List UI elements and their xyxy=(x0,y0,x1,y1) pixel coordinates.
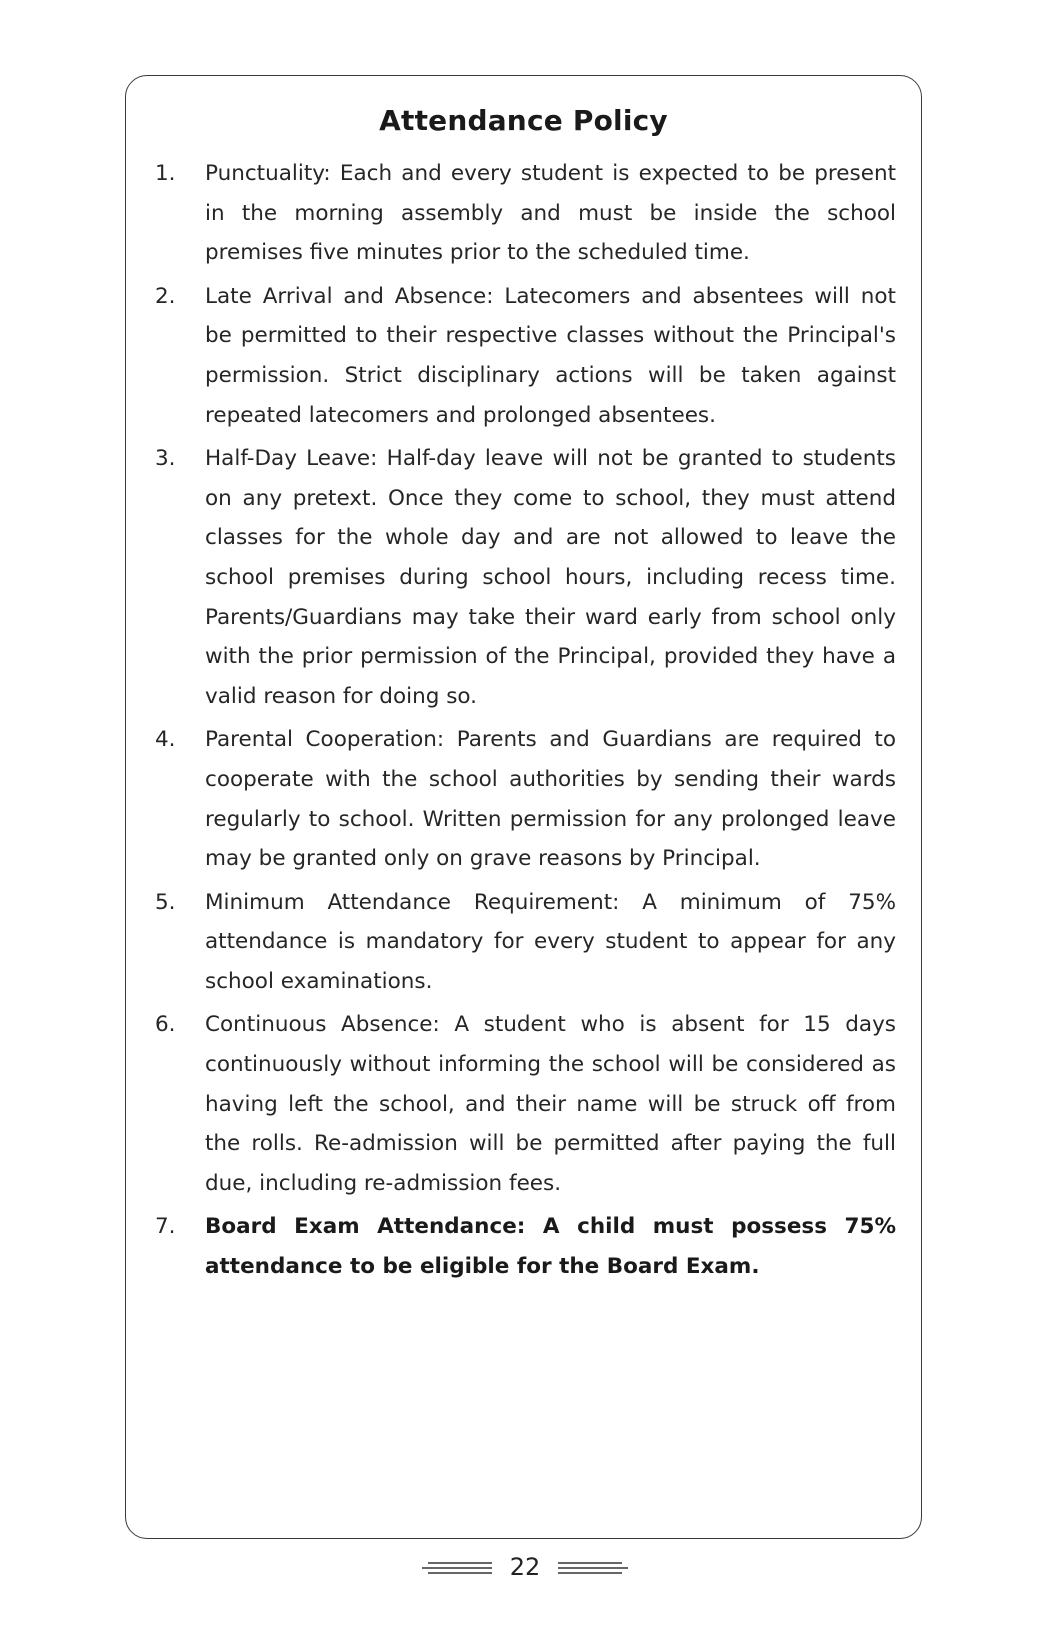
policy-item-continuous-absence xyxy=(155,1005,896,1203)
policy-list xyxy=(155,154,896,1291)
page-number: 22 xyxy=(509,1553,541,1581)
page-footer xyxy=(0,1549,1050,1591)
item-text: Half-Day Leave: Half-day leave will not be granted to students on any pretext. Once they come to school, they must attend classes for the whole day and are not allowed to leave the school premises during school hours, including recess time. Parents/Guardians may take their ward early from school only with the prior permission of the Principal, provided they have a valid reason for doing so. xyxy=(205,446,896,709)
policy-item-board-exam xyxy=(155,1207,896,1286)
item-number: 5. xyxy=(155,889,176,915)
policy-item-parental-cooperation xyxy=(155,720,896,878)
item-text: Late Arrival and Absence: Latecomers and absentees will not be permitted to their respective classes without the Principal's permission. Strict disciplinary actions will be taken against repeated latecomers and prolonged absentees. xyxy=(205,283,896,428)
item-text: Minimum Attendance Requirement: A minimum of 75% attendance is mandatory for every student to appear for any school examinations. xyxy=(205,889,896,994)
item-text: Board Exam Attendance: A child must possess 75% attendance to be eligible for the Board Exam. xyxy=(205,1214,896,1280)
item-text: Punctuality: Each and every student is expected to be present in the morning assembly and must be inside the school premises five minutes prior to the scheduled time. xyxy=(205,161,896,266)
policy-item-late-arrival xyxy=(155,277,896,435)
item-number: 2. xyxy=(155,283,176,309)
item-number: 4. xyxy=(155,727,176,753)
policy-item-half-day-leave xyxy=(155,439,896,716)
footer-rule-left-icon xyxy=(422,1561,492,1575)
item-text: Parental Cooperation: Parents and Guardians are required to cooperate with the school authorities by sending their wards regularly to school. Written permission for any prolonged leave may be granted only on grave reasons by Principal. xyxy=(205,727,896,872)
policy-item-minimum-attendance xyxy=(155,883,896,1002)
policy-item-punctuality xyxy=(155,154,896,273)
item-number: 3. xyxy=(155,446,176,472)
item-text: Continuous Absence: A student who is absent for 15 days continuously without informing the school will be considered as having left the school, and their name will be struck off from the rolls. Re-admission will be permitted after paying the full due, including re-admission fees. xyxy=(205,1012,896,1196)
item-number: 7. xyxy=(155,1214,176,1240)
footer-rule-right-icon xyxy=(558,1561,628,1575)
item-number: 1. xyxy=(155,161,176,186)
item-number: 6. xyxy=(155,1012,176,1038)
page-title: Attendance Policy xyxy=(379,104,668,137)
